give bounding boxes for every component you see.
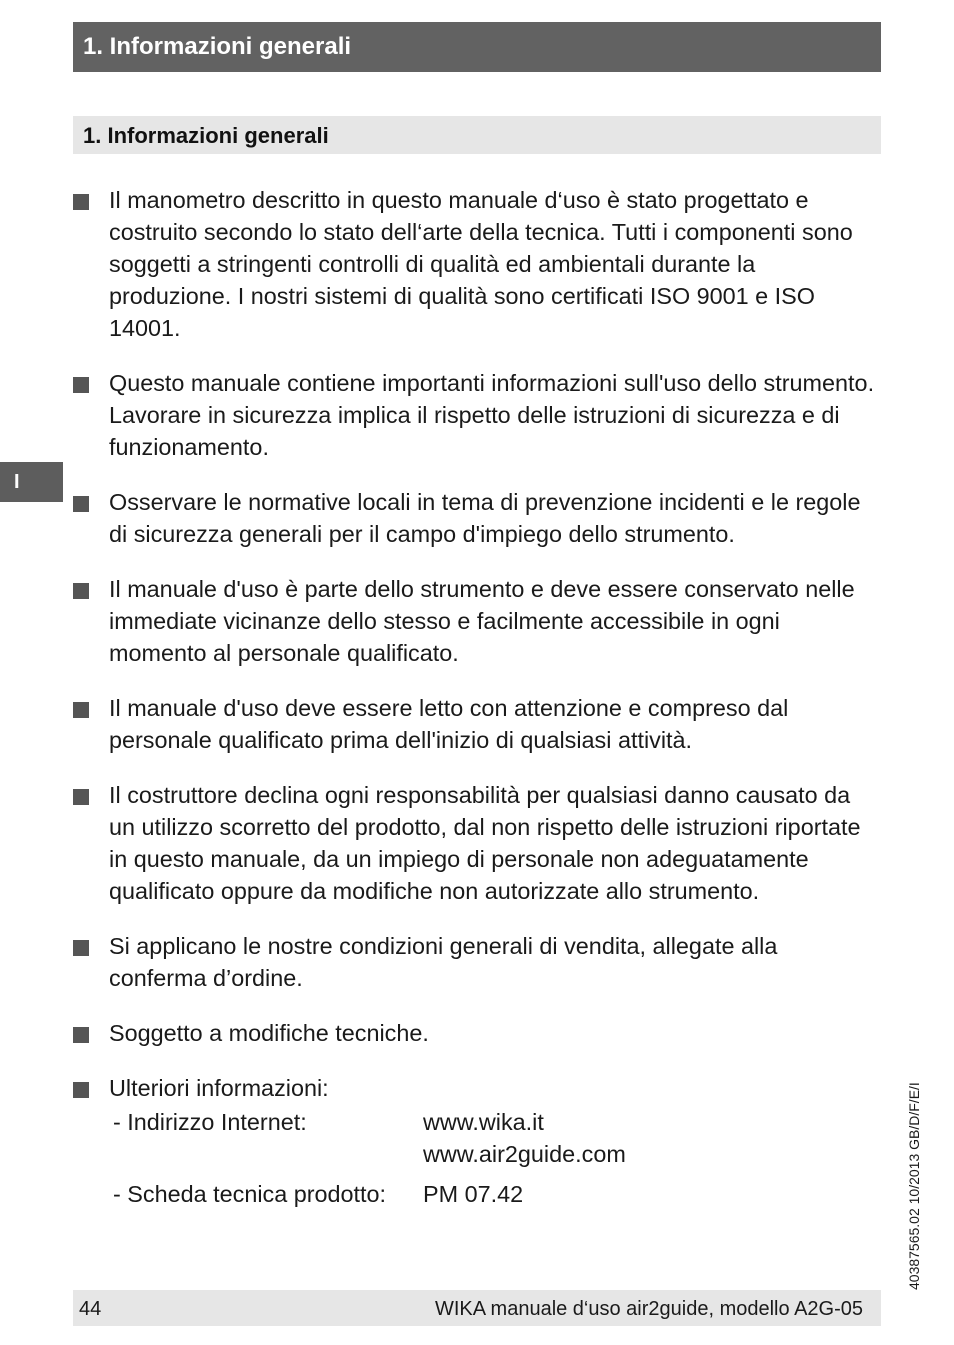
website-link[interactable]: www.air2guide.com [423,1141,626,1167]
further-info-table [109,1106,881,1210]
list-item [73,184,881,344]
language-tab: I [0,462,63,502]
internet-values [423,1106,881,1170]
list-item-text: Il manometro descritto in questo manuale d‘uso è stato progettato e costruito secondo lo stato dell‘arte della tecnica. Tutti i componenti sono soggetti a stringenti controlli di qualità ed ambientali durante la produzione. I nostri sistemi di qualità sono certificati ISO 9001 e ISO 14001. [109,187,853,341]
list-item-text: Il manuale d'uso è parte dello strumento e deve essere conservato nelle immediate vicinanze dello stesso e facilmente accessibile in ogni momento al personale qualificato. [109,576,855,666]
page-footer [73,1290,881,1326]
datasheet-label: - Scheda tecnica prodotto: [113,1181,387,1207]
datasheet-value: PM 07.42 [423,1181,524,1207]
section-title: 1. Informazioni generali [73,116,881,154]
chapter-header: 1. Informazioni generali [73,22,881,72]
further-info-heading: Ulteriori informazioni: [109,1075,329,1101]
list-item [73,573,881,669]
list-item-text: Il costruttore declina ogni responsabilità per qualsiasi danno causato da un utilizzo scorretto del prodotto, dal non rispetto delle istruzioni riportate in questo manuale, da un impiego di personale non adeguatamente qualificato oppure da modifiche non autorizzate allo strumento. [109,782,861,904]
list-item-text: Osservare le normative locali in tema di prevenzione incidenti e le regole di sicurezza generali per il campo d'impiego dello strumento. [109,489,861,547]
list-item [73,930,881,994]
list-item [73,367,881,463]
list-item-text: Questo manuale contiene importanti informazioni sull'uso dello strumento. Lavorare in sicurezza implica il rispetto delle istruzioni di sicurezza e di funzionamento. [109,370,875,460]
list-item [73,1017,881,1049]
internet-label: - Indirizzo Internet: [113,1109,307,1135]
list-item [73,779,881,907]
website-link[interactable]: www.wika.it [423,1109,544,1135]
list-item [73,486,881,550]
list-item-text: Si applicano le nostre condizioni generali di vendita, allegate alla conferma d’ordine. [109,933,778,991]
internet-row [109,1106,881,1170]
page-number: 44 [79,1298,102,1320]
list-item-text: Soggetto a modifiche tecniche. [109,1020,429,1046]
bullet-square-icon [73,789,89,805]
bullet-square-icon [73,1027,89,1043]
bullet-square-icon [73,496,89,512]
bullet-list [73,184,881,1233]
bullet-square-icon [73,940,89,956]
further-info-item [73,1072,881,1210]
bullet-square-icon [73,702,89,718]
datasheet-row [109,1178,881,1210]
bullet-square-icon [73,583,89,599]
list-item [73,692,881,756]
bullet-square-icon [73,194,89,210]
document-code: 40387565.02 10/2013 GB/D/F/E/I [906,1082,922,1290]
document-title: WIKA manuale d‘uso air2guide, modello A2G-05 [434,1298,863,1320]
bullet-square-icon [73,1082,89,1098]
bullet-square-icon [73,377,89,393]
list-item-text: Il manuale d'uso deve essere letto con attenzione e compreso dal personale qualificato prima dell'inizio di qualsiasi attività. [109,695,789,753]
